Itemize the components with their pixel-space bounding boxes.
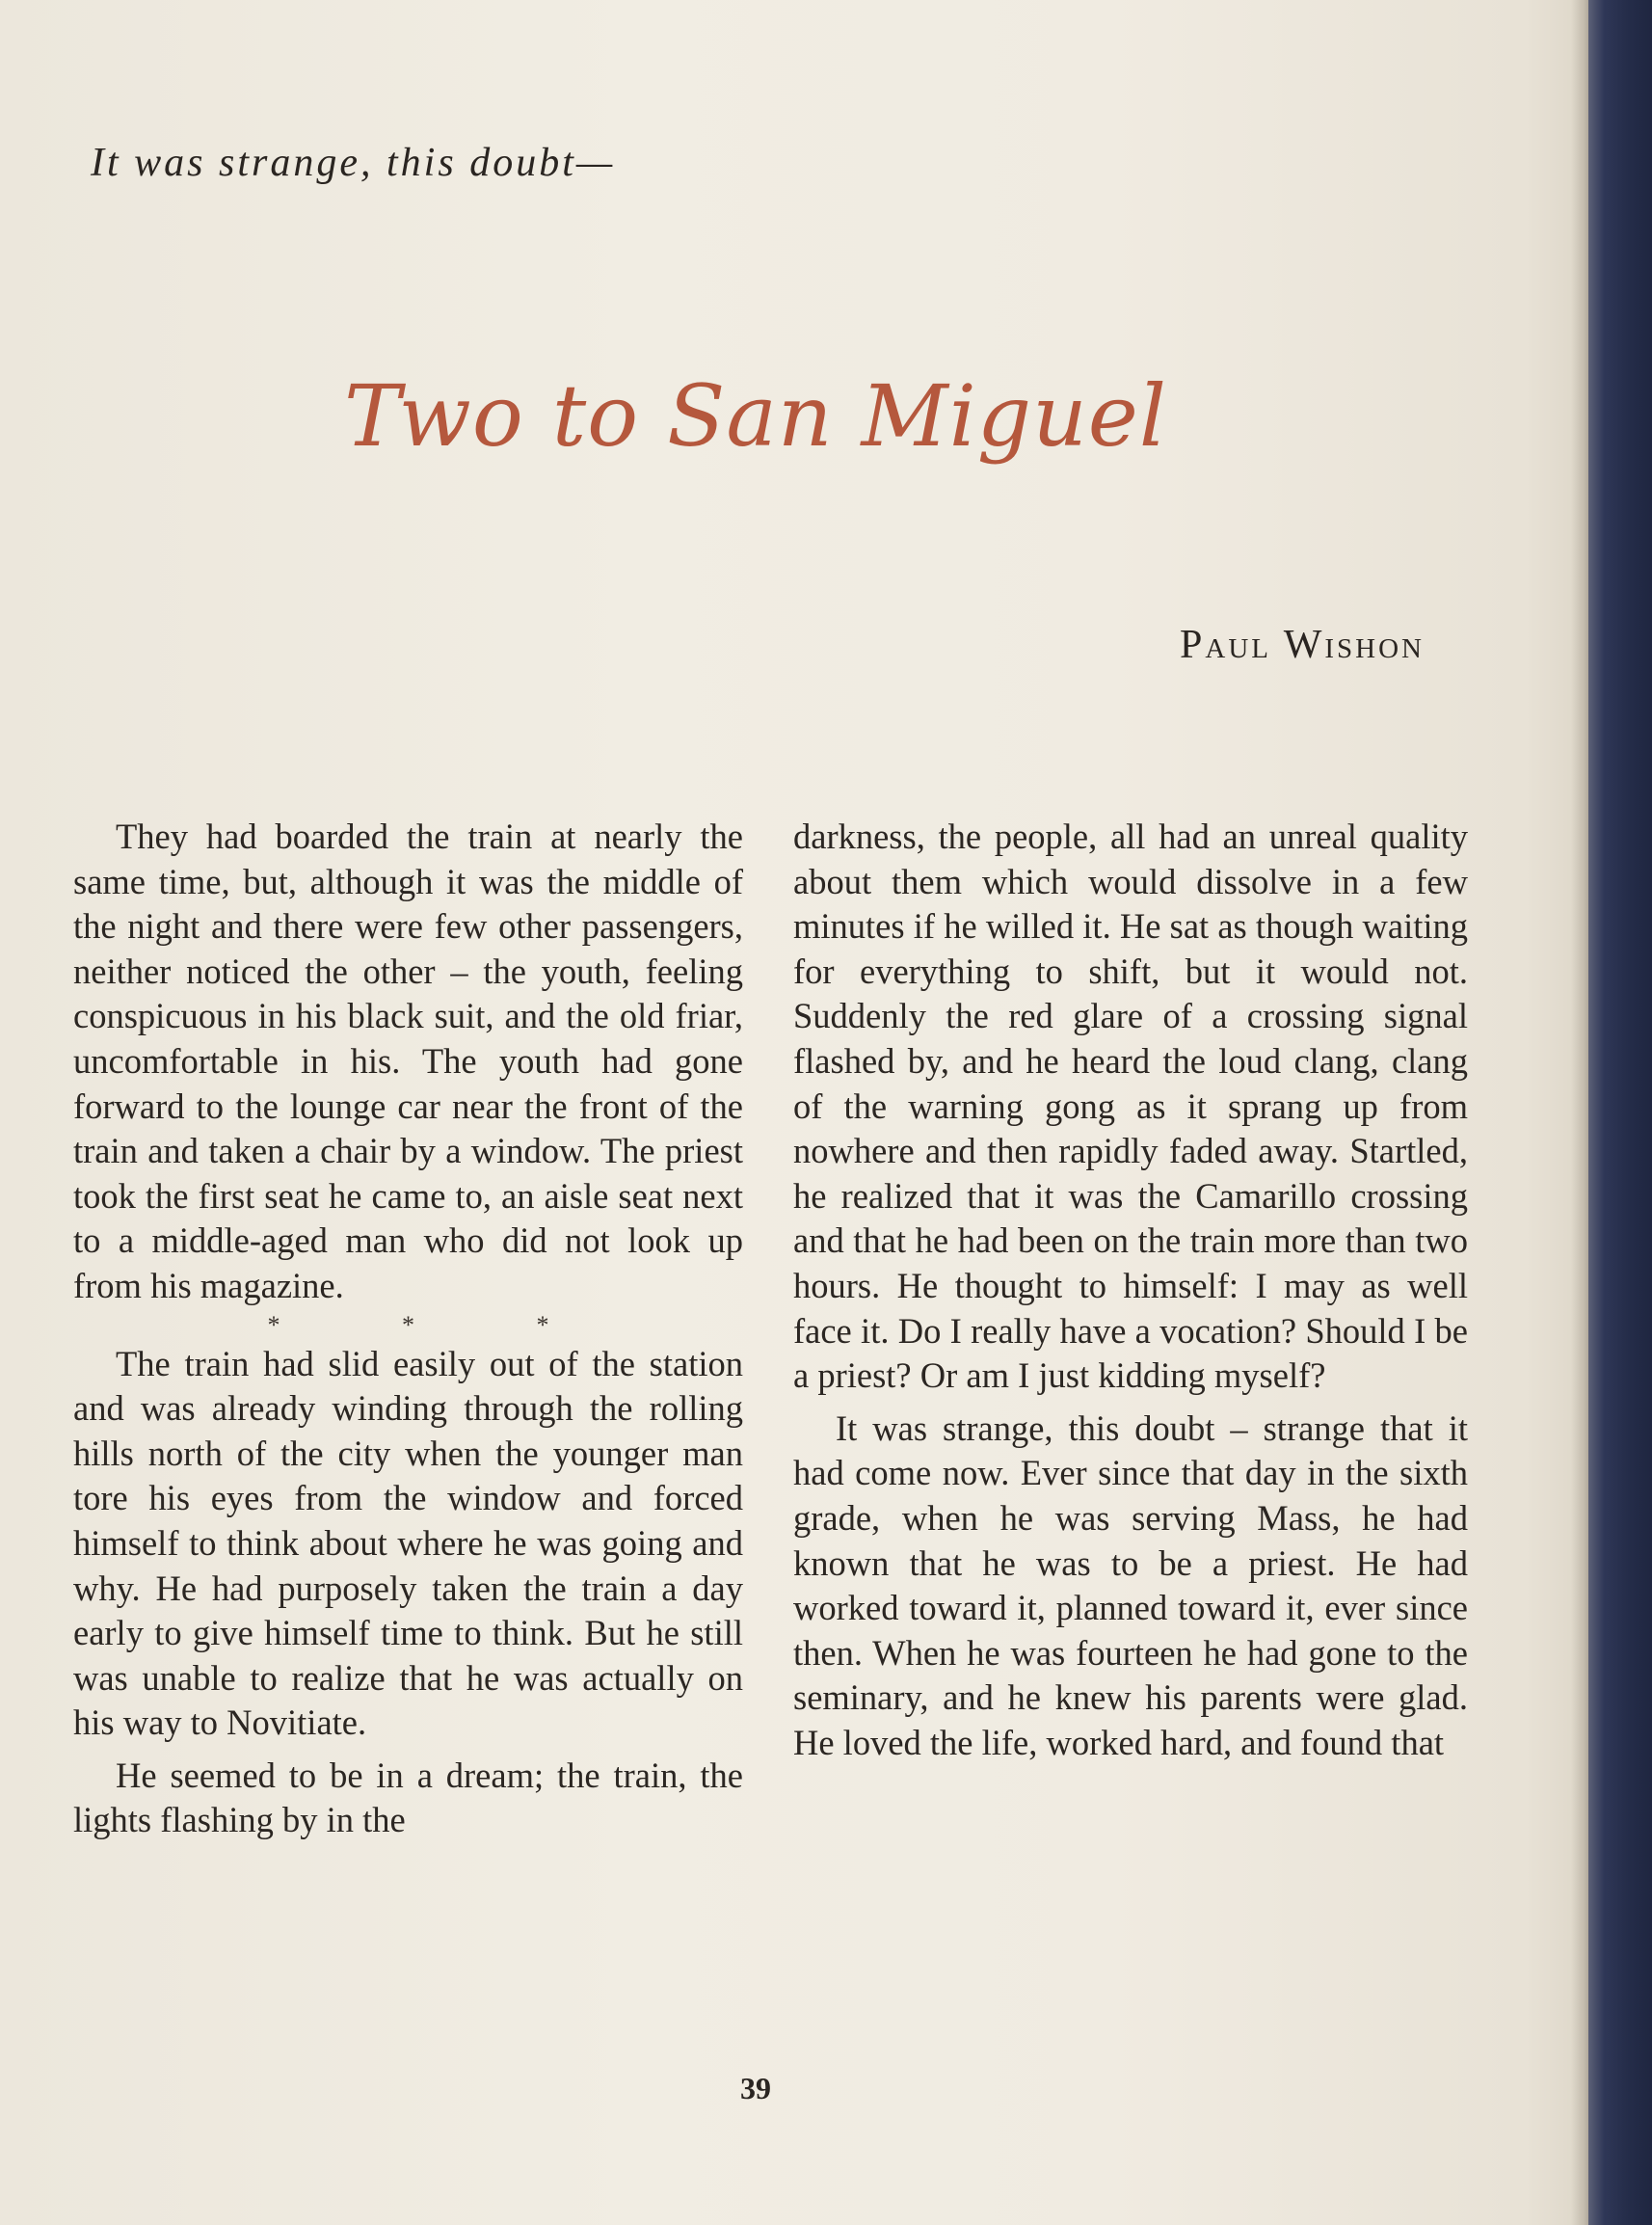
right-paragraph-1: darkness, the people, all had an unreal quality about them which would dissolve in a few minutes if he willed it. He sat as though waiting for everything to shift, but it would not. Suddenly the red glare of a crossing signal flashed by, and he heard the loud clang, clang of the warning gong as it sprang up from nowhere and then rapidly faded away. Startled, he realized that it was the Camarillo crossing and that he had been on the train more than two hours. He thought to himself: I may as well face it. Do I really have a vocation? Should I be a priest? Or am I just kidding myself? bbox=[793, 817, 1468, 1396]
page-edge-shadow bbox=[1571, 0, 1588, 2225]
author-byline: Paul Wishon bbox=[1180, 623, 1425, 667]
left-paragraph-1: They had boarded the train at nearly the same time, but, although it was the middle of the night and there were few other passengers, neither noticed the other – the youth, feeling conspicuous in his black suit, and the old friar, uncomfortable in his. The youth had gone forward to the lounge car near the front of the train and taken a chair by a window. The priest took the first seat he came to, an aisle seat next to a middle-aged man who did not look up from his magazine. bbox=[73, 817, 743, 1305]
right-paragraph-2: It was strange, this doubt – strange that it had come now. Ever since that day in the sixth grade, when he was serving Mass, he had known that he was to be a priest. He had worked toward it, planned toward it, ever since then. When he was fourteen he had gone to the seminary, and he knew his parents were glad. He loved the life, worked hard, and found that bbox=[793, 1407, 1468, 1762]
left-paragraph-3: He seemed to be in a dream; the train, the lights flashing by in the bbox=[73, 1755, 743, 1840]
left-paragraph-2: The train had slid easily out of the station and was already winding through the rolling hills north of the city when the younger man tore his eyes from the window and forced himself to think about where he was going and why. He had purposely taken the train a day early to give himself time to think. But he still was unable to realize that he was actually on his way to Novitiate. bbox=[73, 1343, 743, 1743]
story-title: Two to San Miguel bbox=[343, 366, 1168, 466]
left-column bbox=[73, 815, 743, 1843]
page-number: 39 bbox=[740, 2071, 771, 2105]
epigraph: It was strange, this doubt— bbox=[91, 141, 616, 185]
book-spine bbox=[1588, 0, 1652, 2225]
section-break-ornament: * * * bbox=[267, 1310, 607, 1339]
right-column bbox=[793, 815, 1468, 1765]
